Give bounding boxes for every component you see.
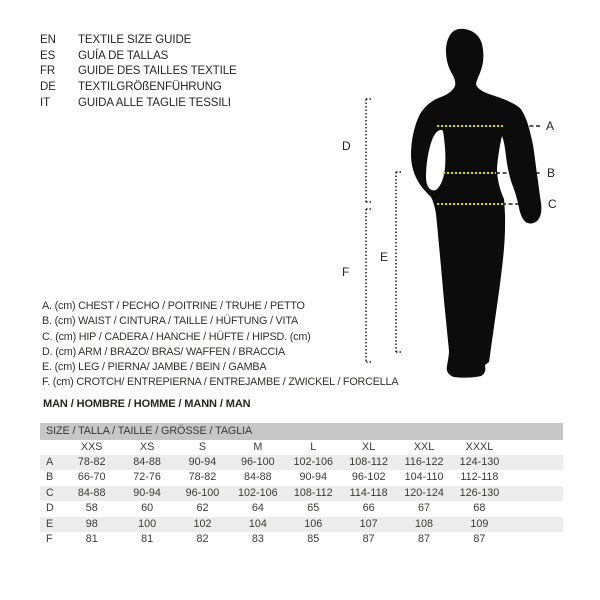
header-spacer — [40, 440, 64, 455]
cell: 96-100 — [185, 486, 220, 499]
row-label: C — [46, 486, 54, 499]
cell: 87 — [418, 533, 431, 546]
table-row-f — [40, 532, 563, 548]
cell: 72-76 — [133, 471, 161, 484]
row-label: D — [46, 502, 54, 515]
legend-chest: A. (cm) CHEST / PECHO / POITRINE / TRUHE / PETTO — [42, 300, 305, 312]
cell: 108-112 — [293, 486, 333, 499]
row-label: B — [46, 471, 54, 484]
row-pad — [507, 517, 563, 533]
cell: 66 — [362, 502, 375, 515]
measurement-legend — [42, 299, 398, 391]
cell: 60 — [141, 502, 154, 515]
table-row-a — [40, 455, 563, 471]
marker-label-arm: D — [342, 139, 351, 153]
row-label: F — [46, 533, 53, 546]
cell: 90-94 — [299, 471, 328, 484]
row-pad — [507, 470, 563, 486]
col-header-xxxl: XXXL — [465, 441, 494, 453]
gender-line: MAN / HOMBRE / HOMME / MANN / MAN — [43, 398, 251, 410]
header-pad — [507, 440, 563, 455]
col-header-s: S — [198, 441, 207, 453]
legend-hip: C. (cm) HIP / CADERA / HANCHE / HÜFTE / HIPSD. (cm) — [42, 330, 311, 343]
man-silhouette — [411, 29, 541, 378]
col-header-m: M — [253, 441, 263, 453]
cell: 106 — [304, 517, 323, 530]
cell: 96-102 — [351, 471, 386, 484]
lang-code: IT — [40, 96, 51, 109]
cell: 85 — [307, 533, 320, 546]
cell: 96-100 — [241, 455, 275, 468]
size-table-header-row — [40, 440, 563, 455]
cell: 100 — [138, 517, 157, 530]
cell: 87 — [362, 533, 375, 546]
table-row-c — [40, 486, 563, 502]
marker-label-chest: A — [546, 119, 555, 133]
cell: 90-94 — [188, 455, 217, 468]
cell: 84-88 — [244, 471, 272, 484]
cell: 104-110 — [404, 471, 444, 484]
cell: 78-82 — [77, 455, 106, 468]
lang-title: GUIDA ALLE TAGLIE TESSILI — [78, 96, 231, 109]
cell: 62 — [196, 502, 209, 515]
cell: 98 — [85, 517, 98, 530]
cell: 65 — [307, 502, 320, 515]
row-pad — [507, 455, 563, 471]
cell: 83 — [251, 533, 264, 546]
cell: 102 — [193, 517, 212, 530]
lang-code: FR — [40, 65, 56, 78]
cell: 102-106 — [238, 486, 278, 499]
cell: 104 — [248, 517, 267, 530]
cell: 90-94 — [133, 486, 161, 499]
col-header-xl: XL — [362, 441, 376, 453]
row-label: E — [46, 517, 54, 530]
legend-waist: B. (cm) WAIST / CINTURA / TAILLE / HÜFTUNG / VITA — [42, 315, 298, 328]
cell: 66-70 — [77, 471, 106, 484]
cell: 81 — [141, 533, 154, 546]
legend-arm: D. (cm) ARM / BRAZO/ BRAS/ WAFFEN / BRACCIA — [42, 345, 285, 358]
marker-label-hip: C — [548, 197, 557, 211]
col-header-xxs: XXS — [80, 441, 103, 453]
cell: 102-106 — [293, 455, 334, 468]
cell: 58 — [85, 502, 98, 515]
cell: 64 — [251, 502, 264, 515]
cell: 120-124 — [404, 486, 444, 499]
col-header-xxl: XXL — [413, 441, 435, 453]
cell: 84-88 — [77, 486, 106, 499]
cell: 124-130 — [459, 455, 500, 468]
cell: 67 — [418, 502, 431, 515]
lang-code: DE — [40, 81, 56, 94]
cell: 126-130 — [459, 486, 500, 499]
legend-leg: E. (cm) LEG / PIERNA/ JAMBE / BEIN / GAMBA — [42, 361, 267, 374]
row-label: A — [46, 455, 54, 468]
size-table-title: SIZE / TALLA / TAILLE / GRÖSSE / TAGLIA — [40, 423, 563, 440]
col-header-l: L — [310, 441, 317, 453]
cell: 109 — [470, 517, 489, 530]
cell: 114-118 — [349, 486, 388, 499]
cell: 108-112 — [349, 455, 389, 468]
lang-title: TEXTILGRÖßENFÜHRUNG — [78, 81, 222, 94]
marker-label-leg: E — [380, 250, 389, 264]
cell: 87 — [473, 533, 486, 546]
table-row-b — [40, 470, 563, 486]
lang-code: EN — [40, 34, 56, 46]
cell: 108 — [415, 517, 434, 530]
row-pad — [507, 486, 563, 502]
cell: 68 — [473, 502, 486, 515]
lang-code: ES — [40, 49, 56, 62]
cell: 78-82 — [188, 471, 217, 484]
cell: 107 — [359, 517, 378, 530]
size-table — [40, 423, 563, 548]
table-row-e — [40, 517, 563, 533]
cell: 81 — [85, 533, 98, 546]
cell: 84-88 — [133, 455, 161, 468]
cell: 112-118 — [460, 471, 499, 484]
lang-title: GUIDE DES TAILLES TEXTILE — [78, 65, 237, 78]
col-header-xs: XS — [139, 441, 155, 453]
lang-title: GUÍA DE TALLAS — [78, 49, 169, 62]
table-row-d — [40, 501, 563, 517]
marker-label-crotch: F — [342, 265, 350, 279]
cell: 82 — [196, 533, 209, 546]
row-pad — [507, 532, 563, 548]
lang-title: TEXTILE SIZE GUIDE — [78, 34, 192, 46]
legend-crotch: F. (cm) CROTCH/ ENTREPIERNA / ENTREJAMBE / ZWICKEL / FORCELLA — [42, 376, 399, 389]
row-pad — [507, 501, 563, 517]
marker-label-waist: B — [547, 166, 556, 180]
cell: 116-122 — [404, 455, 444, 468]
